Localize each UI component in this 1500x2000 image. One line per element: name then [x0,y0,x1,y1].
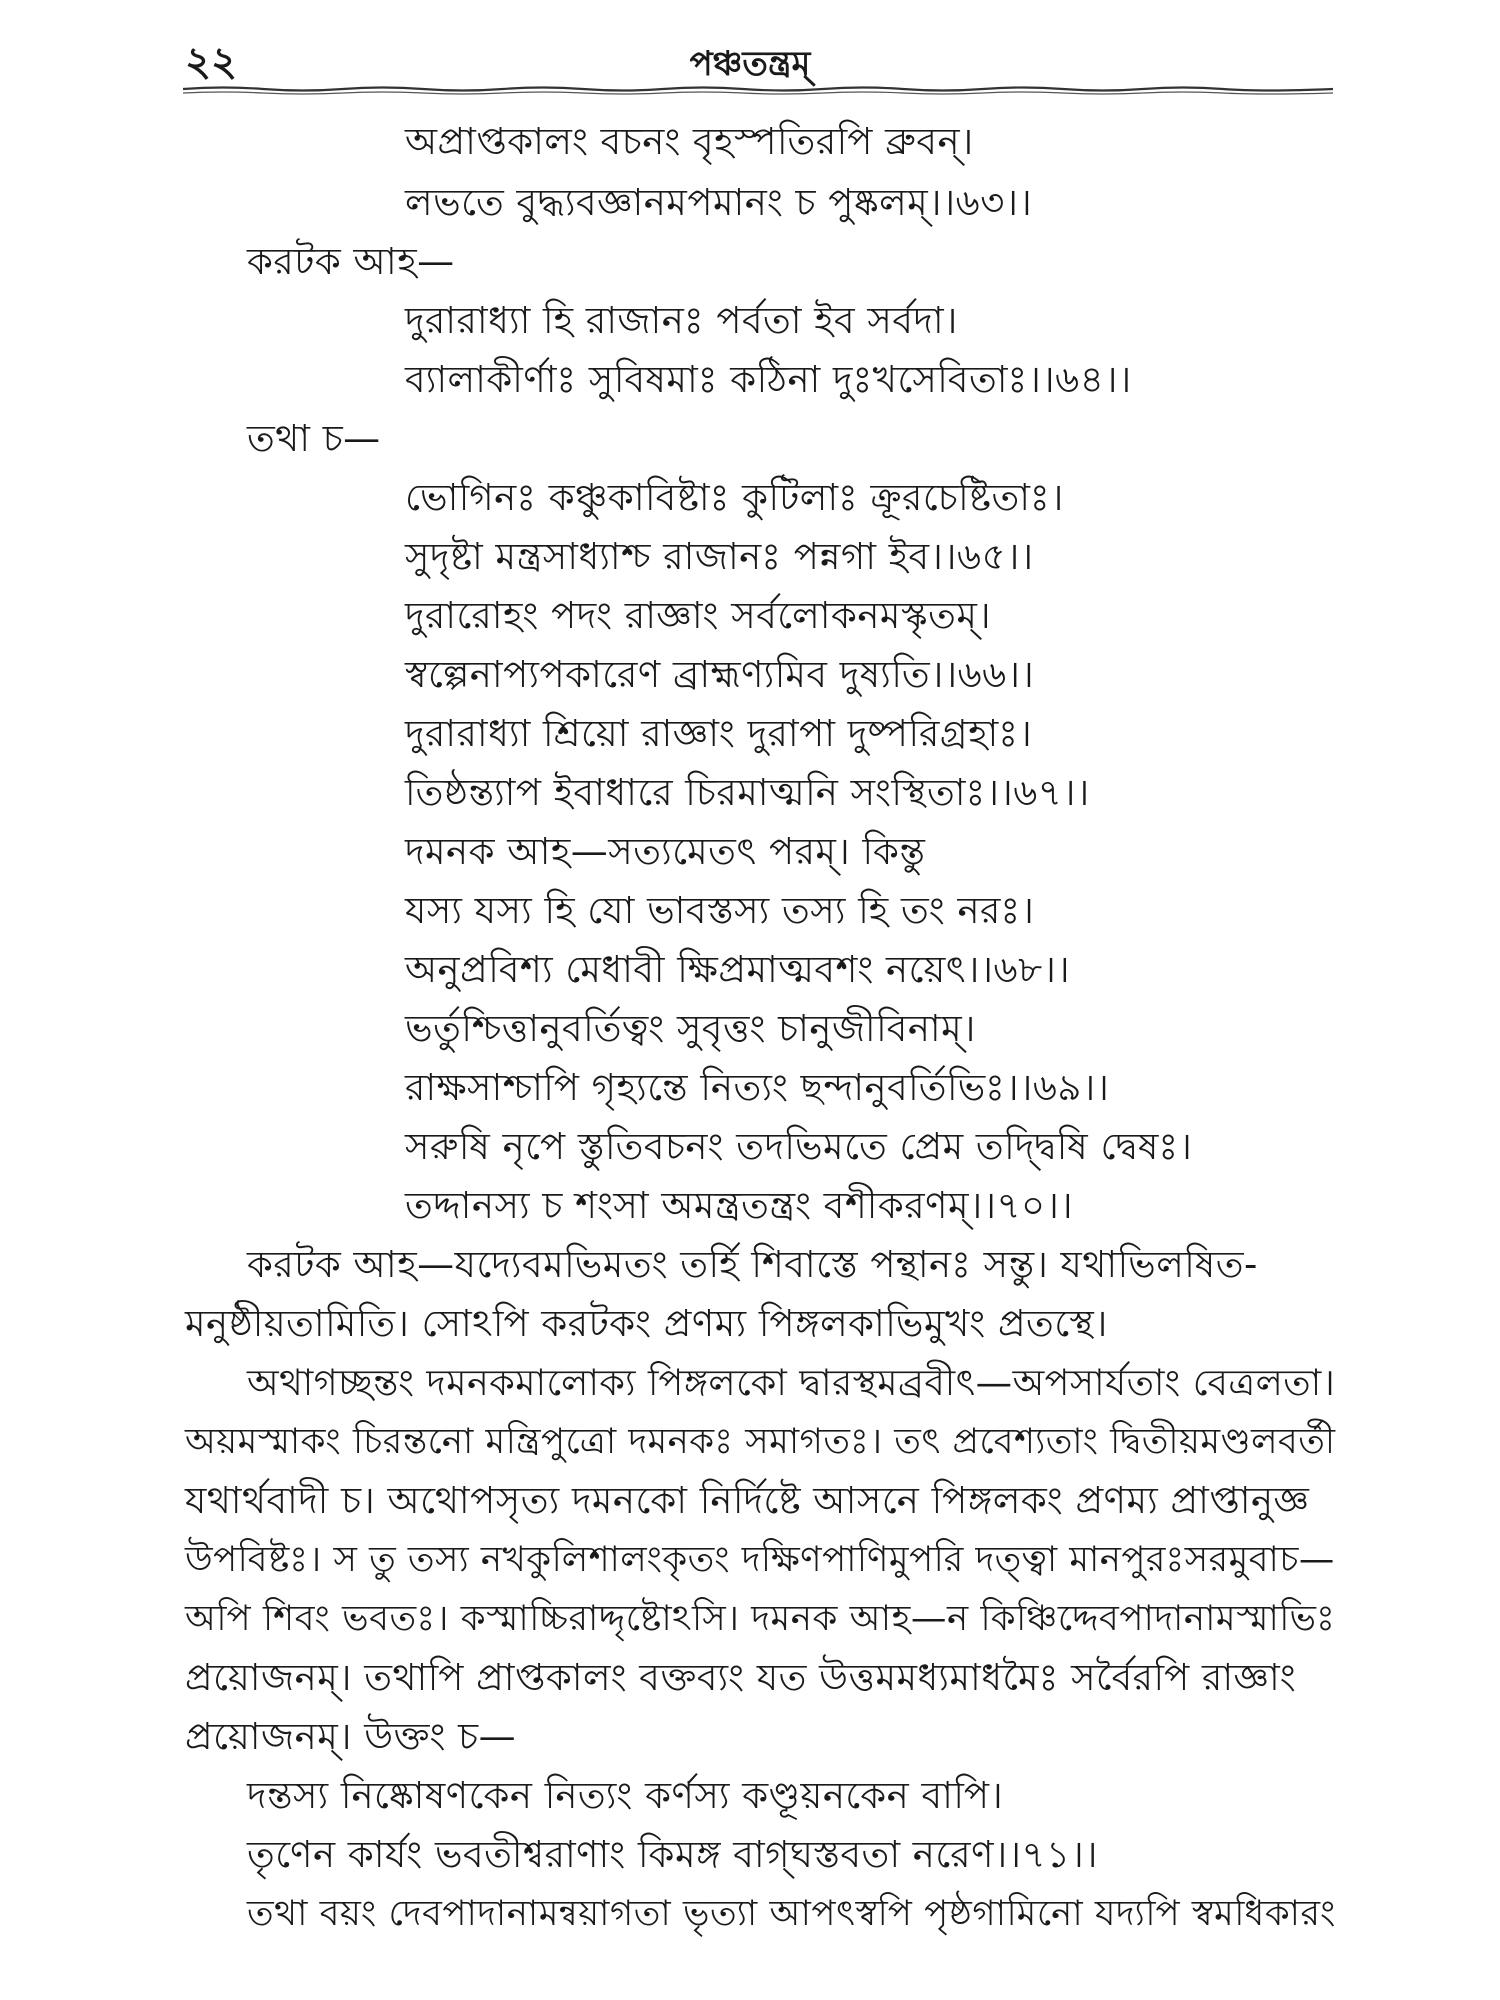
verse-67-line-1: দুরারাধ্যা শ্রিয়ো রাজ্ঞাং দুরাপা দুষ্পরিগ্রহাঃ। [405,712,1033,755]
verse-64-line-2: ব্যালাকীর্ণাঃ সুবিষমাঃ কঠিনা দুঃখসেবিতাঃ।।৬৪।। [405,358,1132,401]
verse-70-line-2: তদ্দানস্য চ শংসা অমন্ত্রতন্ত্রং বশীকরণম্।।৭০।। [405,1184,1074,1227]
verse-71-line-2: তৃণেন কার্যং ভবতীশ্বরাণাং কিমঙ্গ বাগ্‌ঘস্তবতা নরেণ।।৭১।। [247,1833,1098,1876]
page-number: ২২ [185,39,238,85]
verse-66-line-1: দুরারোহং পদং রাজ্ঞাং সর্বলোকনমস্কৃতম্। [405,594,992,637]
verse-66-line-2: স্বল্পেনাপ্যপকারেণ ব্রাহ্মণ্যমিব দুষ্যতি।।৬৬।। [405,653,1035,696]
verse-65-line-2: সুদৃষ্টা মন্ত্রসাধ্যাশ্চ রাজানঃ পন্নগা ইব।।৬৫।। [405,535,1034,578]
prose-line-3: অথাগচ্ছন্তং দমনকমালোক্য পিঙ্গলকো দ্বারস্থমব্রবীৎ—অপসার্যতাং বেত্রলতা। [247,1361,1336,1404]
verse-69-line-1: ভর্তুশ্চিত্তানুবর্তিত্বং সুবৃত্তং চানুজীবিনাম্। [405,1007,976,1050]
verse-65-line-1: ভোগিনঃ কঞ্চুকাবিষ্টাঃ কুটিলাঃ ক্রূরচেষ্টিতাঃ। [405,476,1064,519]
prose-line-9: প্রয়োজনম্। উক্তং চ— [185,1715,517,1758]
prose-line-10: তথা বয়ং দেবপাদানামন্বয়াগতা ভৃত্যা আপৎস্বপি পৃষ্ঠগামিনো যদ্যপি স্বমধিকারং [247,1893,1336,1934]
verse-71-line-1: দন্তস্য নিষ্কোষণকেন নিত্যং কর্ণস্য কণ্ডূয়নকেন বাপি। [247,1774,1004,1817]
verse-64-line-1: দুরারাধ্যা হি রাজানঃ পর্বতা ইব সর্বদা। [405,299,958,342]
prose-line-8: প্রয়োজনম্। তথাপি প্রাপ্তকালং বক্তব্যং যত উত্তমমধ্যমাধমৈঃ সর্বৈরপি রাজ্ঞাং [185,1656,1297,1699]
verse-69-line-2: রাক্ষসাশ্চাপি গৃহ্যন্তে নিত্যং ছন্দানুবর্তিভিঃ।।৬৯।। [405,1066,1110,1109]
prose-line-2: মনুষ্ঠীয়তামিতি। সোঽপি করটকং প্রণম্য পিঙ্গলকাভিমুখং প্রতস্থে। [185,1302,1108,1345]
prose-line-4: অয়মস্মাকং চিরন্তনো মন্ত্রিপুত্রো দমনকঃ সমাগতঃ। তৎ প্রবেশ্যতাং দ্বিতীয়মণ্ডলবর্তী [185,1421,1336,1462]
verse-70-line-1: সরুষি নৃপে স্তুতিবচনং তদভিমতে প্রেম তদ্দ্বিষি দ্বেষঃ। [405,1125,1193,1168]
verse-63-line-2: লভতে বুদ্ধ্যবজ্ঞানমপমানং চ পুষ্কলম্।।৬৩।। [405,181,1033,224]
verse-68-line-2: অনুপ্রবিশ্য মেধাবী ক্ষিপ্রমাত্মবশং নয়েৎ।।৬৮।। [405,948,1071,991]
header-rule [183,86,1333,96]
connector-tatha-ca: তথা চ— [247,417,381,460]
prose-line-6: উপবিষ্টঃ। স তু তস্য নখকুলিশালংকৃতং দক্ষিণপাণিমুপরি দত্ত্বা মানপুরঃসরমুবাচ— [185,1539,1335,1580]
prose-line-5: যথার্থবাদী চ। অথোপসৃত্য দমনকো নির্দিষ্টে আসনে পিঙ্গলকং প্রণম্য প্রাপ্তানুজ্ঞ [185,1479,1310,1522]
speaker-karataka: করটক আহ— [247,240,455,283]
verse-68-line-1: যস্য যস্য হি যো ভাবস্তস্য তস্য হি তং নরঃ। [405,889,1035,932]
page-header [0,0,1500,110]
speaker-damanaka: দমনক আহ—সত্যমেতৎ পরম্। কিন্তু [405,830,926,873]
prose-line-7: অপি শিবং ভবতঃ। কস্মাচ্চিরাদ্দৃষ্টোঽসি। দমনক আহ—ন কিঞ্চিদ্দেবপাদানামস্মাভিঃ [185,1598,1336,1639]
running-title: পঞ্চতন্ত্রম্ [689,44,811,84]
verse-67-line-2: তিষ্ঠন্ত্যাপ ইবাধারে চিরমাত্মনি সংস্থিতাঃ।।৬৭।। [405,771,1090,814]
prose-line-1: করটক আহ—যদ্যেবমভিমতং তর্হি শিবাস্তে পন্থানঃ সন্তু। যথাভিলষিত- [247,1243,1258,1286]
verse-63-line-1: অপ্রাপ্তকালং বচনং বৃহস্পতিরপি ব্রুবন্। [405,120,974,163]
